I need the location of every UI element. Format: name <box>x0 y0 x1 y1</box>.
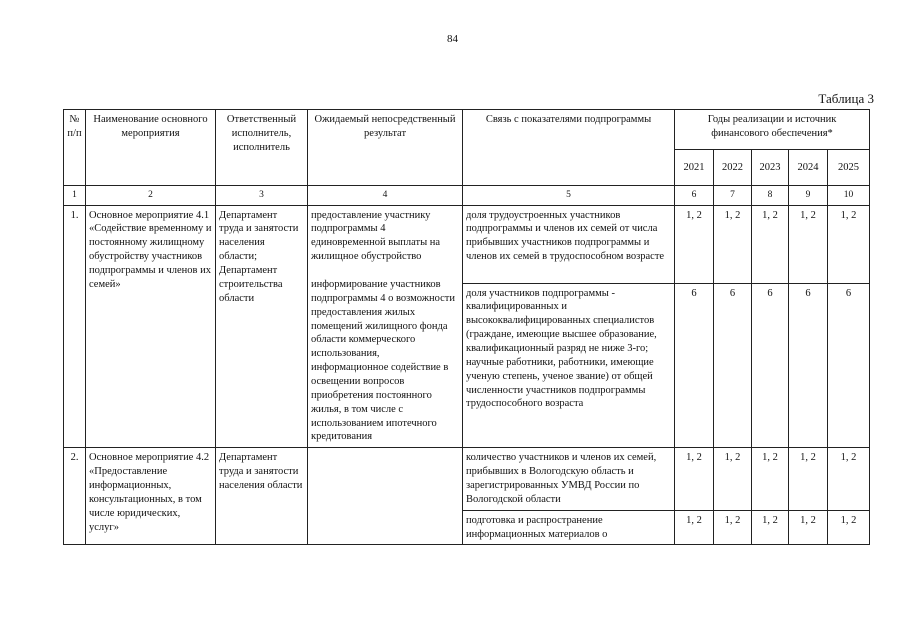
row-number: 2. <box>64 448 86 545</box>
activity-name: Основное мероприятие 4.1 «Содействие временному и постоянному жилищному обустройству участников подпрограммы и членов их семей» <box>86 205 216 448</box>
year-value: 1, 2 <box>789 205 828 283</box>
indicator-text: доля трудоустроенных участников подпрограммы и членов их семей от числа прибывших участников подпрограммы и членов их семей в трудоспособном возрасте <box>463 205 675 283</box>
year-value: 1, 2 <box>752 510 789 545</box>
program-table <box>63 109 870 545</box>
header-year: 2021 <box>675 150 714 186</box>
table-row <box>64 448 870 510</box>
table-row <box>64 205 870 283</box>
column-number: 2 <box>86 186 216 206</box>
executor: Департамент труда и занятости населения области; Департамент строительства области <box>216 205 308 448</box>
year-value: 1, 2 <box>752 448 789 510</box>
year-value: 6 <box>675 283 714 448</box>
header-year: 2024 <box>789 150 828 186</box>
year-value: 1, 2 <box>828 205 870 283</box>
page-number: 84 <box>447 33 458 45</box>
year-value: 1, 2 <box>675 448 714 510</box>
indicator-text: количество участников и членов их семей, прибывших в Вологодскую область и зарегистрированных УМВД России по Вологодской области <box>463 448 675 510</box>
header-row <box>64 110 870 150</box>
column-number: 5 <box>463 186 675 206</box>
header-years: Годы реализации и источник финансового обеспечения* <box>675 110 870 150</box>
year-value: 6 <box>752 283 789 448</box>
year-value: 1, 2 <box>828 448 870 510</box>
column-number: 9 <box>789 186 828 206</box>
column-number: 6 <box>675 186 714 206</box>
executor: Департамент труда и занятости населения области <box>216 448 308 545</box>
column-number: 1 <box>64 186 86 206</box>
column-number: 7 <box>714 186 752 206</box>
year-value: 1, 2 <box>675 510 714 545</box>
table-label: Таблица 3 <box>818 91 874 106</box>
header-year: 2025 <box>828 150 870 186</box>
column-number: 8 <box>752 186 789 206</box>
expected-result <box>308 448 463 545</box>
indicator-text: подготовка и распространение информационных материалов о <box>463 510 675 545</box>
year-value: 1, 2 <box>675 205 714 283</box>
header-executor: Ответственный исполнитель, исполнитель <box>216 110 308 186</box>
expected-result-text: предоставление участнику подпрограммы 4 единовременной выплаты на жилищное обустройство <box>311 209 441 263</box>
column-number: 3 <box>216 186 308 206</box>
indicator-text: доля участников подпрограммы - квалифицированных и высококвалифицированных специалистов (граждане, имеющие высшее образование, квалификационный разряд не ниже 3-го; научные работники, работники, имеющие ученую степень, ученое звание) от общей численности участников подпрограммы трудоспособного возраста <box>463 283 675 448</box>
column-number: 10 <box>828 186 870 206</box>
year-value: 6 <box>714 283 752 448</box>
header-year: 2022 <box>714 150 752 186</box>
row-number: 1. <box>64 205 86 448</box>
year-value: 1, 2 <box>828 510 870 545</box>
year-value: 1, 2 <box>752 205 789 283</box>
year-value: 6 <box>828 283 870 448</box>
header-result: Ожидаемый непосредственный результат <box>308 110 463 186</box>
header-name: Наименование основного мероприятия <box>86 110 216 186</box>
column-numbers-row <box>64 186 870 206</box>
year-value: 6 <box>789 283 828 448</box>
expected-result <box>308 205 463 448</box>
year-value: 1, 2 <box>714 448 752 510</box>
header-num: № п/п <box>64 110 86 186</box>
year-value: 1, 2 <box>789 510 828 545</box>
activity-name: Основное мероприятие 4.2 «Предоставление информационных, консультационных, в том числе юридических, услуг» <box>86 448 216 545</box>
year-value: 1, 2 <box>789 448 828 510</box>
expected-result-text: информирование участников подпрограммы 4 о возможности предоставления жилых помещений жилищного фонда области коммерческого использования, информационное содействие в освещении вопросов приобретения постоянного жилья, в том числе с использованием ипотечного кредитования <box>311 278 455 443</box>
year-value: 1, 2 <box>714 510 752 545</box>
header-year: 2023 <box>752 150 789 186</box>
year-value: 1, 2 <box>714 205 752 283</box>
column-number: 4 <box>308 186 463 206</box>
header-link: Связь с показателями подпрограммы <box>463 110 675 186</box>
